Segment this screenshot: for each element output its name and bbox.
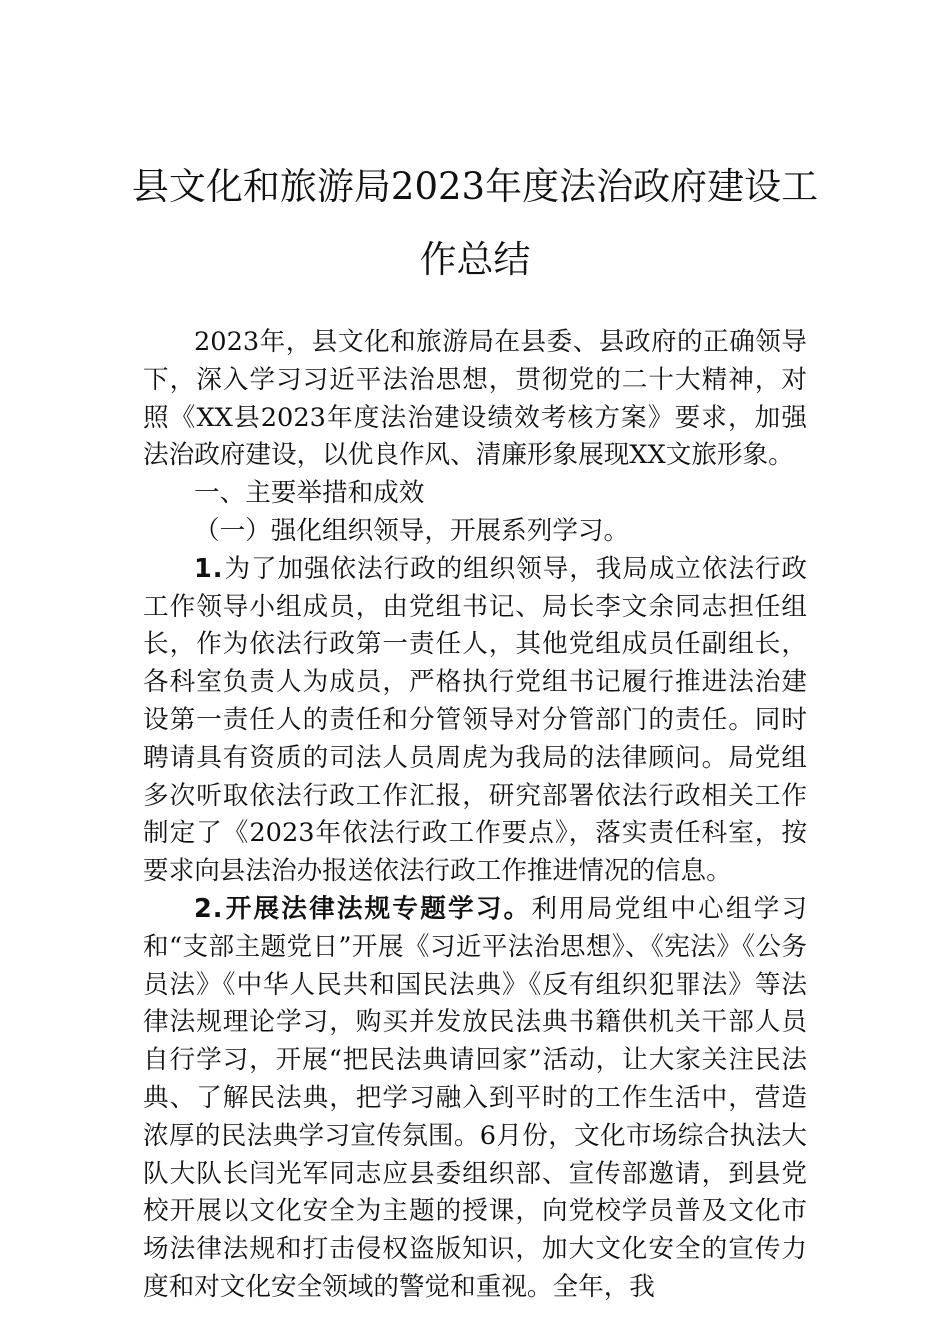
document-title-line-2: 作总结: [419, 238, 531, 281]
item-2-paragraph: [143, 891, 807, 1307]
item-1-number: 1.: [194, 553, 224, 584]
intro-paragraph: 2023年，县文化和旅游局在县委、县政府的正确领导下，深入学习习近平法治思想，贯彻党的二十大精神，对照《XX县2023年度法治建设绩效考核方案》要求，加强法治政府建设，以优良作风、清廉形象展现XX文旅形象。: [143, 327, 807, 471]
section-heading: 一、主要举措和成效: [194, 478, 425, 509]
item-2-number: 2.: [194, 893, 224, 924]
subsection-heading: （一）强化组织领导，开展系列学习。: [194, 515, 630, 546]
document-body: [143, 324, 807, 1307]
item-1-paragraph: [143, 551, 807, 891]
item-2-text: 利用局党组中心组学习和“支部主题党日”开展《习近平法治思想》、《宪法》《公务员法》《中华人民共和国民法典》《反有组织犯罪法》等法律法规理论学习，购买并发放民法典书籍供机关干部人员自行学习，开展“把民法典请回家”活动，让大家关注民法典、了解民法典，把学习融入到平时的工作生活中，营造浓厚的民法典学习宣传氛围。6月份，文化市场综合执法大队大队长闫光军同志应县委组织部、宣传部邀请，到县党校开展以文化安全为主题的授课，向党校学员普及文化市场法律法规和打击侵权盗版知识，加大文化安全的宣传力度和对文化安全领域的警觉和重视。全年，我: [143, 893, 807, 1302]
item-1-text: 为了加强依法行政的组织领导，我局成立依法行政工作领导小组成员，由党组书记、局长李文余同志担任组长，作为依法行政第一责任人，其他党组成员任副组长，各科室负责人为成员，严格执行党组书记履行推进法治建设第一责任人的责任和分管领导对分管部门的责任。同时聘请具有资质的司法人员周虎为我局的法律顾问。局党组多次听取依法行政工作汇报，研究部署依法行政相关工作制定了《2023年依法行政工作要点》，落实责任科室，按要求向县法治办报送依法行政工作推进情况的信息。: [143, 553, 807, 887]
item-2-heading: 开展法律法规专题学习。: [223, 893, 532, 924]
document-title-line-1: 县文化和旅游局2023年度法治政府建设工: [131, 165, 819, 208]
